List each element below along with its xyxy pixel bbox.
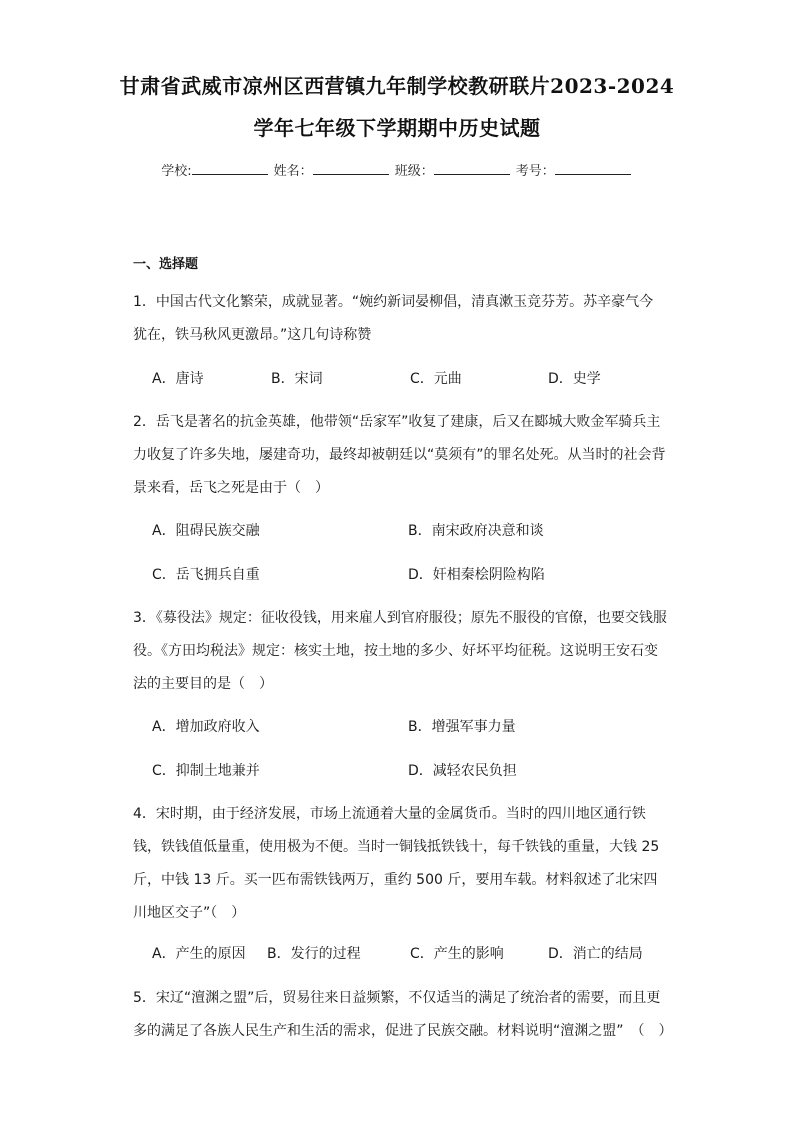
question-2-text: 2．岳飞是著名的抗金英雄，他带领“岳家军”收复了建康，后又在郾城大败金军骑兵主力收复了许多失地，屡建奇功，最终却被朝廷以“莫须有”的罪名处死。从当时的社会背景来看，岳飞之死是由于（ ） [133, 414, 666, 496]
option-d[interactable]: D．减轻农民负担 [408, 763, 517, 779]
section-title: 一、选择题 [133, 257, 199, 272]
question-4-text: 4．宋时期，由于经济发展，市场上流通着大量的金属货币。当时的四川地区通行铁钱，铁钱值低量重，使用极为不便。当时一铜钱抵铁钱十，每千铁钱的重量，大钱 25 斤，中钱 13 斤。买一匹布需铁钱两万，重约 500 斤，要用车载。材料叙述了北宋四川地区交子”（ ） [133, 806, 660, 921]
option-d[interactable]: D．奸相秦桧阴险构陷 [408, 567, 545, 583]
school-blank[interactable] [192, 162, 268, 175]
option-c[interactable]: C．抑制土地兼并 [152, 763, 260, 779]
option-a[interactable]: A．唐诗 [152, 371, 204, 387]
option-d[interactable]: D．史学 [548, 371, 601, 387]
school-field [161, 160, 269, 179]
option-d[interactable]: D．消亡的结局 [548, 946, 643, 962]
name-label: 姓名： [273, 164, 313, 179]
question-3-text: 3．《募役法》规定：征收役钱，用来雇人到官府服役；原先不服役的官僚，也要交钱服役。《方田均税法》规定：核实土地，按土地的多少、好坏平均征税。这说明王安石变法的主要目的是（ ） [133, 610, 667, 692]
class-label: 班级： [394, 164, 434, 179]
option-c[interactable]: C．岳飞拥兵自重 [152, 567, 260, 583]
exam-title-line-1: 甘肃省武威市凉州区西营镇九年制学校教研联片2023-2024 [119, 74, 675, 98]
option-b[interactable]: B．发行的过程 [267, 946, 361, 962]
option-a[interactable]: A．阻碍民族交融 [152, 523, 260, 539]
student-info-row [0, 160, 794, 179]
exam-number-label: 考号： [515, 164, 555, 179]
question-5-text: 5．宋辽“澶渊之盟”后，贸易往来日益频繁，不仅适当的满足了统治者的需要，而且更多的满足了各族人民生产和生活的需求，促进了民族交融。材料说明“澶渊之盟” （ ） [133, 990, 673, 1039]
name-blank[interactable] [313, 162, 389, 175]
name-field [274, 160, 391, 179]
option-a[interactable]: A．产生的原因 [152, 946, 246, 962]
option-b[interactable]: B．宋词 [271, 371, 323, 387]
exam-number-field [516, 160, 633, 179]
school-label: 学校: [161, 164, 192, 179]
option-a[interactable]: A．增加政府收入 [152, 719, 260, 735]
option-b[interactable]: B．增强军事力量 [408, 719, 516, 735]
question-1-text: 1．中国古代文化繁荣，成就显著。“婉约新词晏柳倡，清真漱玉竞芬芳。苏辛豪气今犹在，铁马秋风更激昂。”这几句诗称赞 [133, 294, 654, 343]
option-c[interactable]: C．元曲 [410, 371, 462, 387]
option-b[interactable]: B．南宋政府决意和谈 [408, 523, 544, 539]
class-blank[interactable] [434, 162, 510, 175]
exam-number-blank[interactable] [555, 162, 631, 175]
class-field [395, 160, 512, 179]
exam-title-line-2: 学年七年级下学期期中历史试题 [253, 116, 541, 140]
option-c[interactable]: C．产生的影响 [410, 946, 504, 962]
